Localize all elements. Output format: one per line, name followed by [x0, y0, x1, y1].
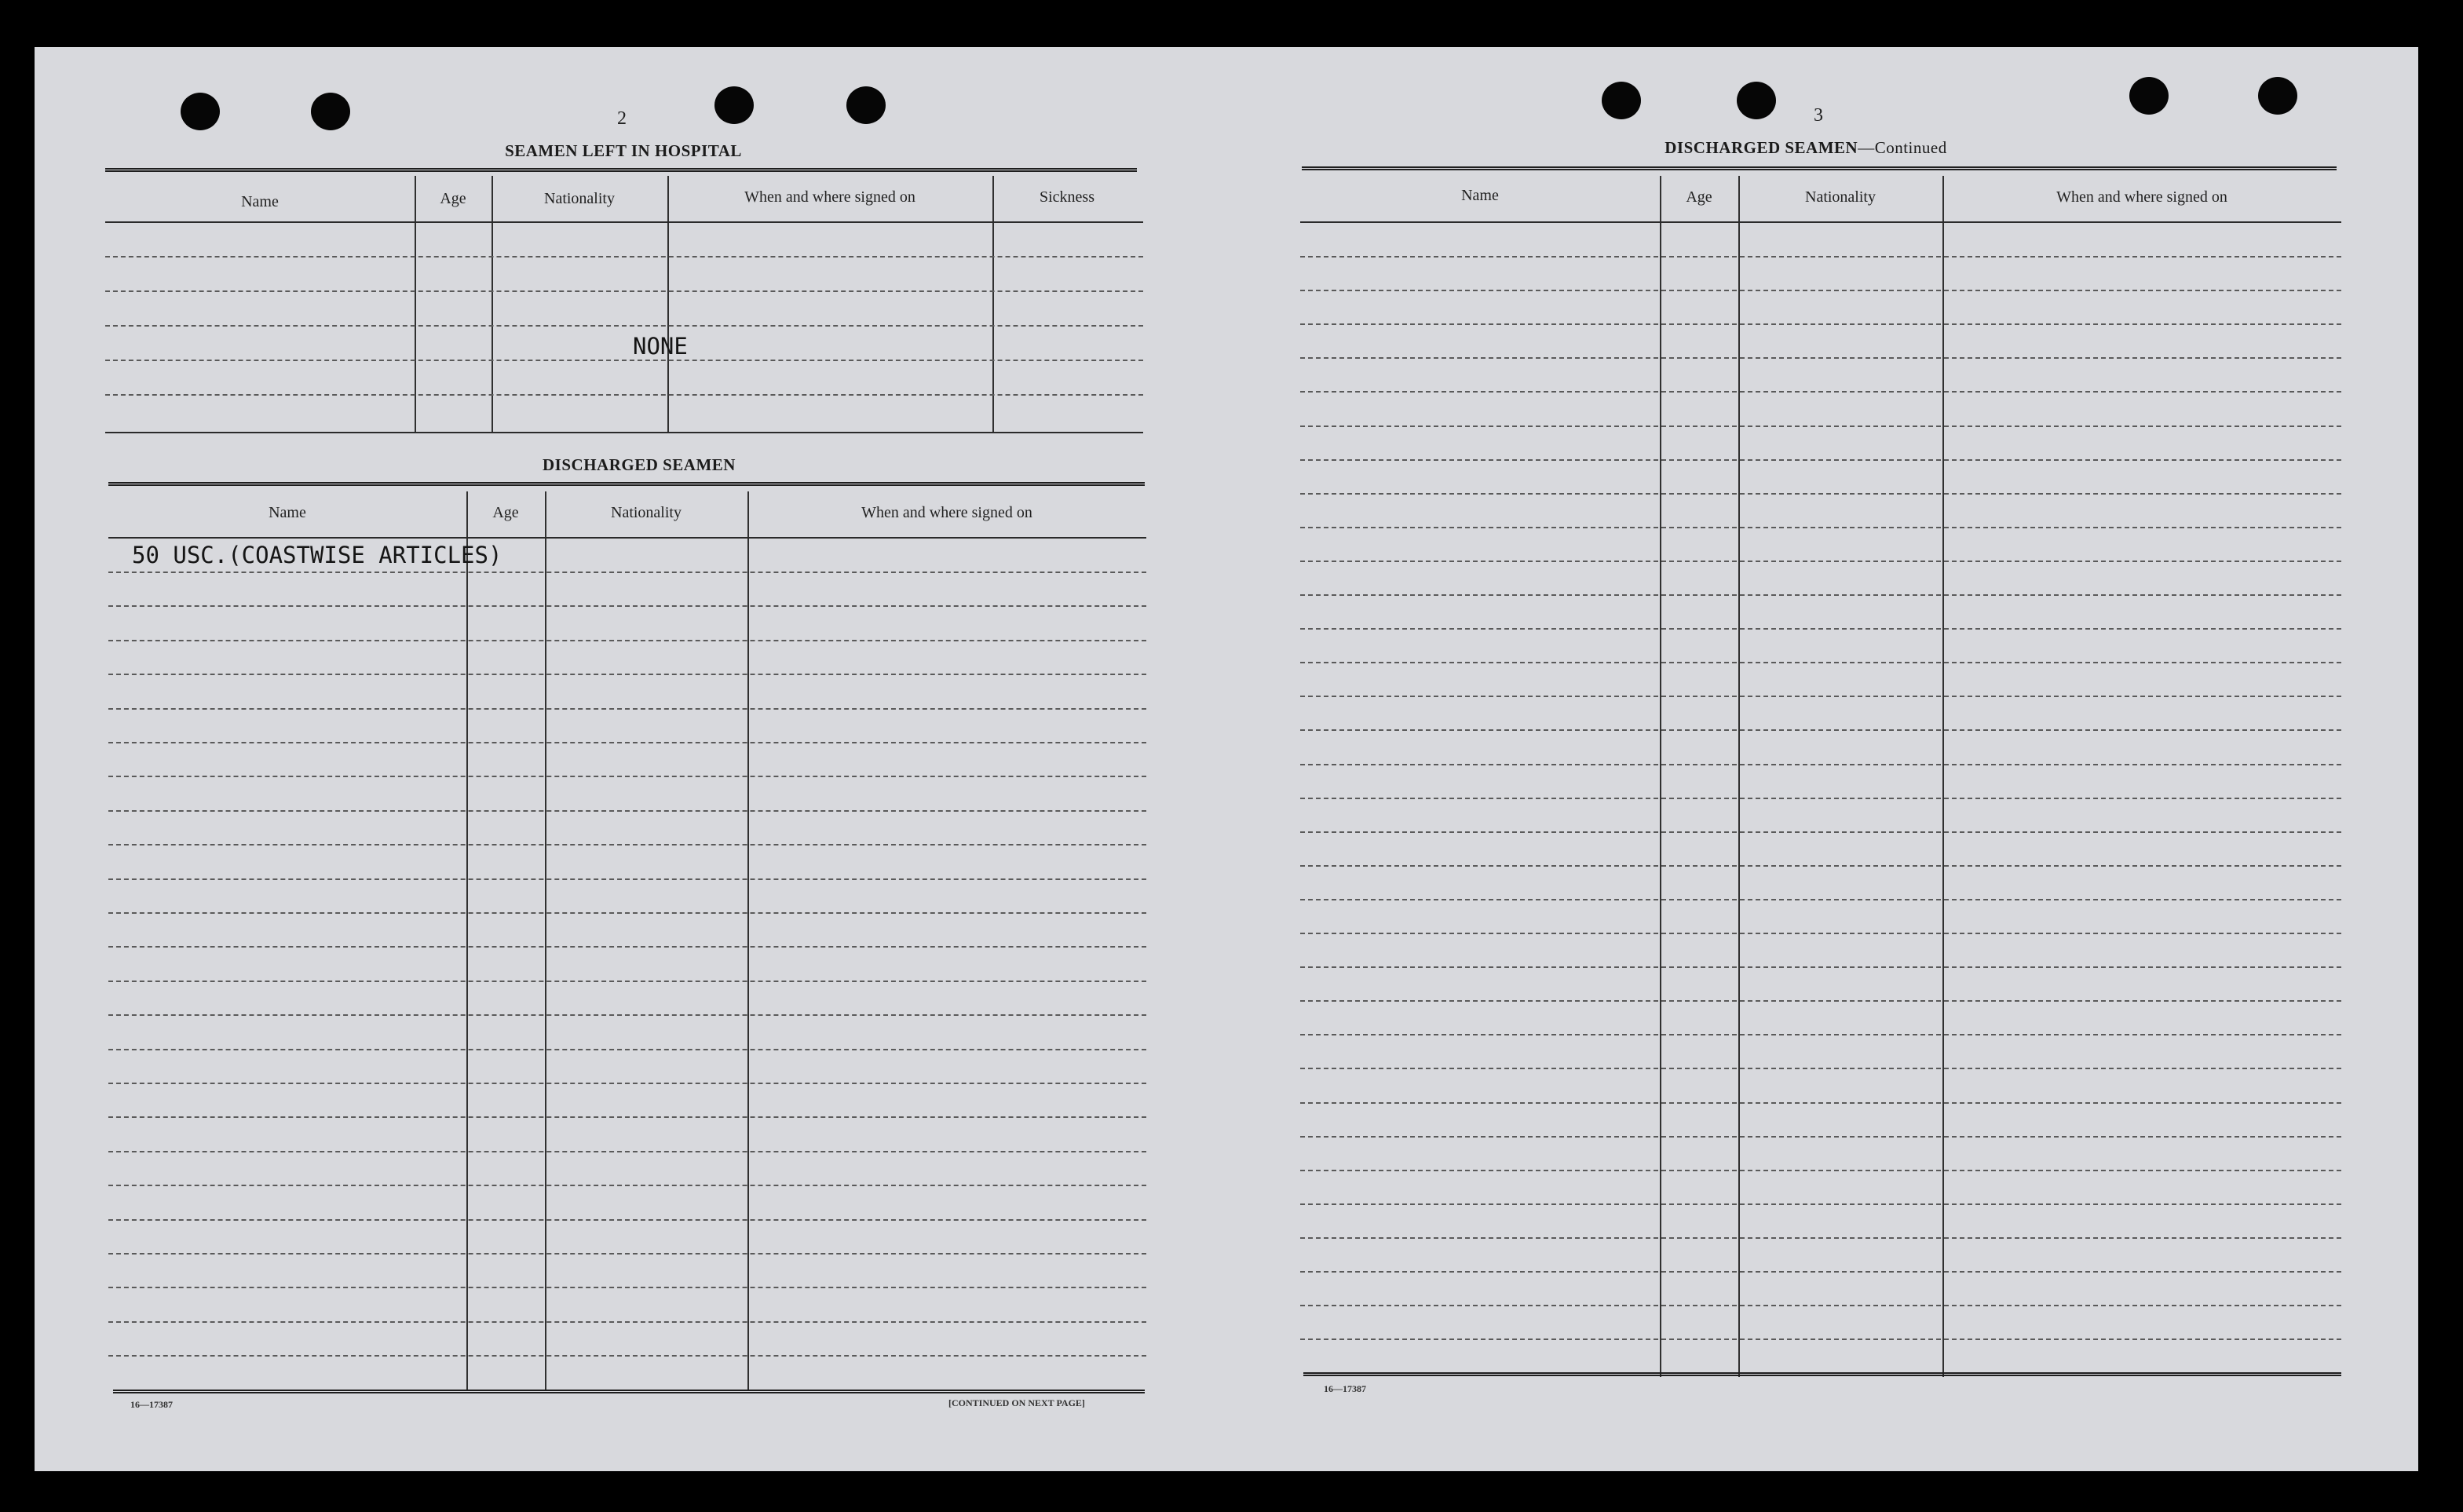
column-header-age: Age [440, 190, 466, 207]
punch-hole [2129, 77, 2169, 115]
hospital-table-top-rule [105, 168, 1137, 173]
ruled-line [1300, 323, 2341, 325]
footer-form-code-right: 16—17387 [1324, 1383, 1366, 1394]
ruled-line [108, 946, 1146, 948]
col-divider [1660, 176, 1661, 1377]
left-bottom-rule [113, 1390, 1145, 1395]
ruled-line [1300, 527, 2341, 528]
ruled-line [108, 776, 1146, 777]
col-divider [545, 491, 546, 1391]
column-header-age: Age [492, 504, 519, 521]
document-sheet [35, 47, 2418, 1471]
page-number-left: 2 [617, 108, 627, 129]
ruled-line [1300, 764, 2341, 765]
ruled-line [1300, 1170, 2341, 1171]
ruled-line [108, 708, 1146, 710]
discharged-header-rule [108, 537, 1146, 539]
ruled-line [1300, 831, 2341, 833]
ruled-line [108, 1321, 1146, 1323]
ruled-line [1300, 1237, 2341, 1239]
ruled-line [105, 290, 1143, 292]
right-header-rule [1300, 221, 2341, 223]
punch-hole [846, 86, 886, 124]
col-divider [466, 491, 468, 1391]
ruled-line [1300, 933, 2341, 934]
punch-hole [1602, 82, 1641, 119]
ruled-line [1300, 628, 2341, 630]
discharged-table-top-rule [108, 482, 1145, 488]
ruled-line [108, 1185, 1146, 1186]
ruled-line [108, 1014, 1146, 1016]
column-header-nationality: Nationality [544, 190, 615, 207]
ruled-line [1300, 1305, 2341, 1306]
page-number-right: 3 [1814, 105, 1823, 126]
ruled-line [108, 810, 1146, 812]
ruled-line [105, 394, 1143, 396]
column-header-name: Name [241, 193, 279, 210]
ruled-line [1300, 966, 2341, 968]
punch-hole [1737, 82, 1776, 119]
ruled-line [1300, 1000, 2341, 1002]
ruled-line [108, 1219, 1146, 1221]
col-divider [1942, 176, 1944, 1377]
ruled-line [1300, 1203, 2341, 1205]
ruled-line [108, 742, 1146, 743]
ruled-line [108, 844, 1146, 845]
ruled-line [1300, 899, 2341, 900]
ruled-line [108, 981, 1146, 982]
footer-form-code-left: 16—17387 [130, 1399, 173, 1410]
punch-hole [311, 93, 350, 130]
col-divider [1738, 176, 1740, 1377]
column-header-signed-on: When and where signed on [2056, 188, 2227, 206]
hospital-header-rule [105, 221, 1143, 223]
ruled-line [1300, 594, 2341, 596]
ruled-line [1300, 1271, 2341, 1273]
column-header-name: Name [1461, 187, 1499, 204]
column-header-signed-on: When and where signed on [861, 504, 1032, 521]
ruled-line [1300, 425, 2341, 427]
column-header-signed-on: When and where signed on [744, 188, 915, 206]
footer-continued-note: [CONTINUED ON NEXT PAGE] [948, 1397, 1085, 1408]
ruled-line [108, 674, 1146, 675]
ruled-line [1300, 256, 2341, 257]
column-header-sickness: Sickness [1040, 188, 1094, 206]
ruled-line [1300, 493, 2341, 495]
title-main: DISCHARGED SEAMEN [1665, 138, 1858, 157]
discharged-continued-title [1570, 138, 2041, 158]
ruled-line [105, 256, 1143, 257]
hospital-section-title: SEAMEN LEFT IN HOSPITAL [505, 141, 742, 160]
ruled-line [1300, 1034, 2341, 1035]
column-header-nationality: Nationality [611, 504, 682, 521]
punch-hole [2258, 77, 2297, 115]
ruled-line [108, 640, 1146, 641]
ruled-line [1300, 561, 2341, 562]
hospital-entry-none: NONE [633, 333, 688, 360]
ruled-line [1300, 459, 2341, 461]
ruled-line [108, 1253, 1146, 1255]
ruled-line [108, 878, 1146, 880]
punch-hole [181, 93, 220, 130]
hospital-bottom-rule [105, 432, 1143, 433]
col-divider [747, 491, 749, 1391]
ruled-line [108, 605, 1146, 607]
column-header-name: Name [269, 504, 306, 521]
ruled-line [1300, 865, 2341, 867]
ruled-line [108, 1151, 1146, 1152]
ruled-line [108, 572, 1146, 573]
ruled-line [108, 912, 1146, 914]
ruled-line [1300, 798, 2341, 799]
ruled-line [1300, 391, 2341, 393]
ruled-line [1300, 357, 2341, 359]
ruled-line [1300, 1339, 2341, 1340]
column-header-age: Age [1686, 188, 1712, 206]
right-table-top-rule [1302, 166, 2337, 172]
ruled-line [1300, 662, 2341, 663]
ruled-line [105, 360, 1143, 361]
title-suffix: —Continued [1858, 138, 1947, 157]
ruled-line [1300, 1136, 2341, 1138]
ruled-line [108, 1287, 1146, 1288]
column-header-nationality: Nationality [1805, 188, 1876, 206]
ruled-line [108, 1083, 1146, 1084]
ruled-line [108, 1049, 1146, 1050]
ruled-line [1300, 1068, 2341, 1069]
discharged-entry: 50 USC.(COASTWISE ARTICLES) [132, 542, 502, 568]
discharged-section-title: DISCHARGED SEAMEN [543, 455, 736, 474]
ruled-line [1300, 696, 2341, 697]
ruled-line [1300, 729, 2341, 731]
ruled-line [1300, 290, 2341, 291]
right-bottom-rule [1303, 1372, 2341, 1378]
ruled-line [108, 1116, 1146, 1118]
ruled-line [105, 325, 1143, 327]
ruled-line [108, 1355, 1146, 1357]
ruled-line [1300, 1102, 2341, 1104]
punch-hole [714, 86, 754, 124]
